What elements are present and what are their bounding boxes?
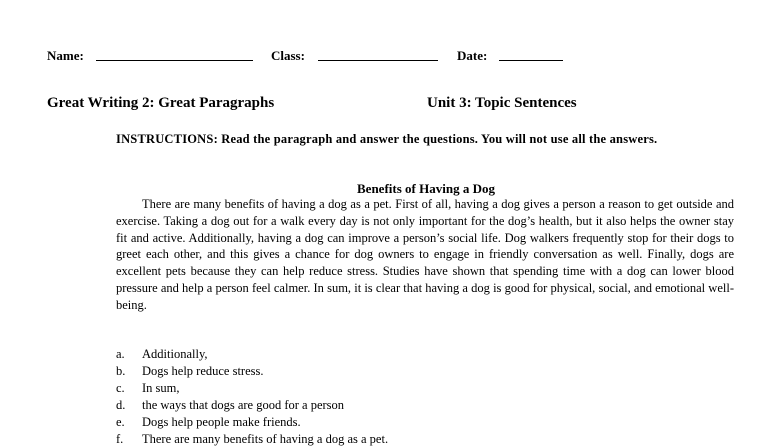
date-blank[interactable] [499,48,563,61]
name-label: Name: [47,48,84,63]
passage-body: There are many benefits of having a dog as a pet. First of all, having a dog gives a person a reason to get outside and exercise. Taking a dog out for a walk every day is not only important for the dog’s health, but it also helps the owner stay fit and active. Additionally, having a dog can improve a person’s social life. Dog walkers frequently stop for their dogs to greet each other, and this gives a chance for dog owners to engage in friendly conversation as well. Finally, dogs are excellent pets because they can help reduce stress. Studies have shown that spending time with a dog can lower blood pressure and help a person feel calmer. In sum, it is clear that having a dog is good for physical, social, and emotional well-being. [116,197,734,312]
answer-option-c [116,380,388,397]
date-label: Date: [457,48,488,63]
answer-option-d [116,397,388,414]
option-text: Dogs help reduce stress. [142,364,264,378]
answer-option-f [116,431,388,448]
instructions: INSTRUCTIONS: Read the paragraph and answer the questions. You will not use all the answers. [116,132,658,146]
passage-title: Benefits of Having a Dog [357,181,495,196]
option-letter: d. [116,398,126,412]
answer-options [116,346,388,448]
answer-option-e [116,414,388,431]
option-letter: a. [116,347,125,361]
answer-option-b [116,363,388,380]
answer-option-a [116,346,388,363]
option-letter: f. [116,432,124,446]
option-text: There are many benefits of having a dog as a pet. [142,432,389,446]
book-title: Great Writing 2: Great Paragraphs [47,95,275,111]
option-text: Additionally, [142,347,208,361]
option-letter: c. [116,381,125,395]
class-label: Class: [271,48,305,63]
unit-title: Unit 3: Topic Sentences [427,95,577,111]
option-text: In sum, [142,381,180,395]
option-letter: b. [116,364,126,378]
option-text: Dogs help people make friends. [142,415,301,429]
option-letter: e. [116,415,125,429]
option-text: the ways that dogs are good for a person [142,398,345,412]
name-blank[interactable] [96,48,253,61]
class-blank[interactable] [318,48,438,61]
